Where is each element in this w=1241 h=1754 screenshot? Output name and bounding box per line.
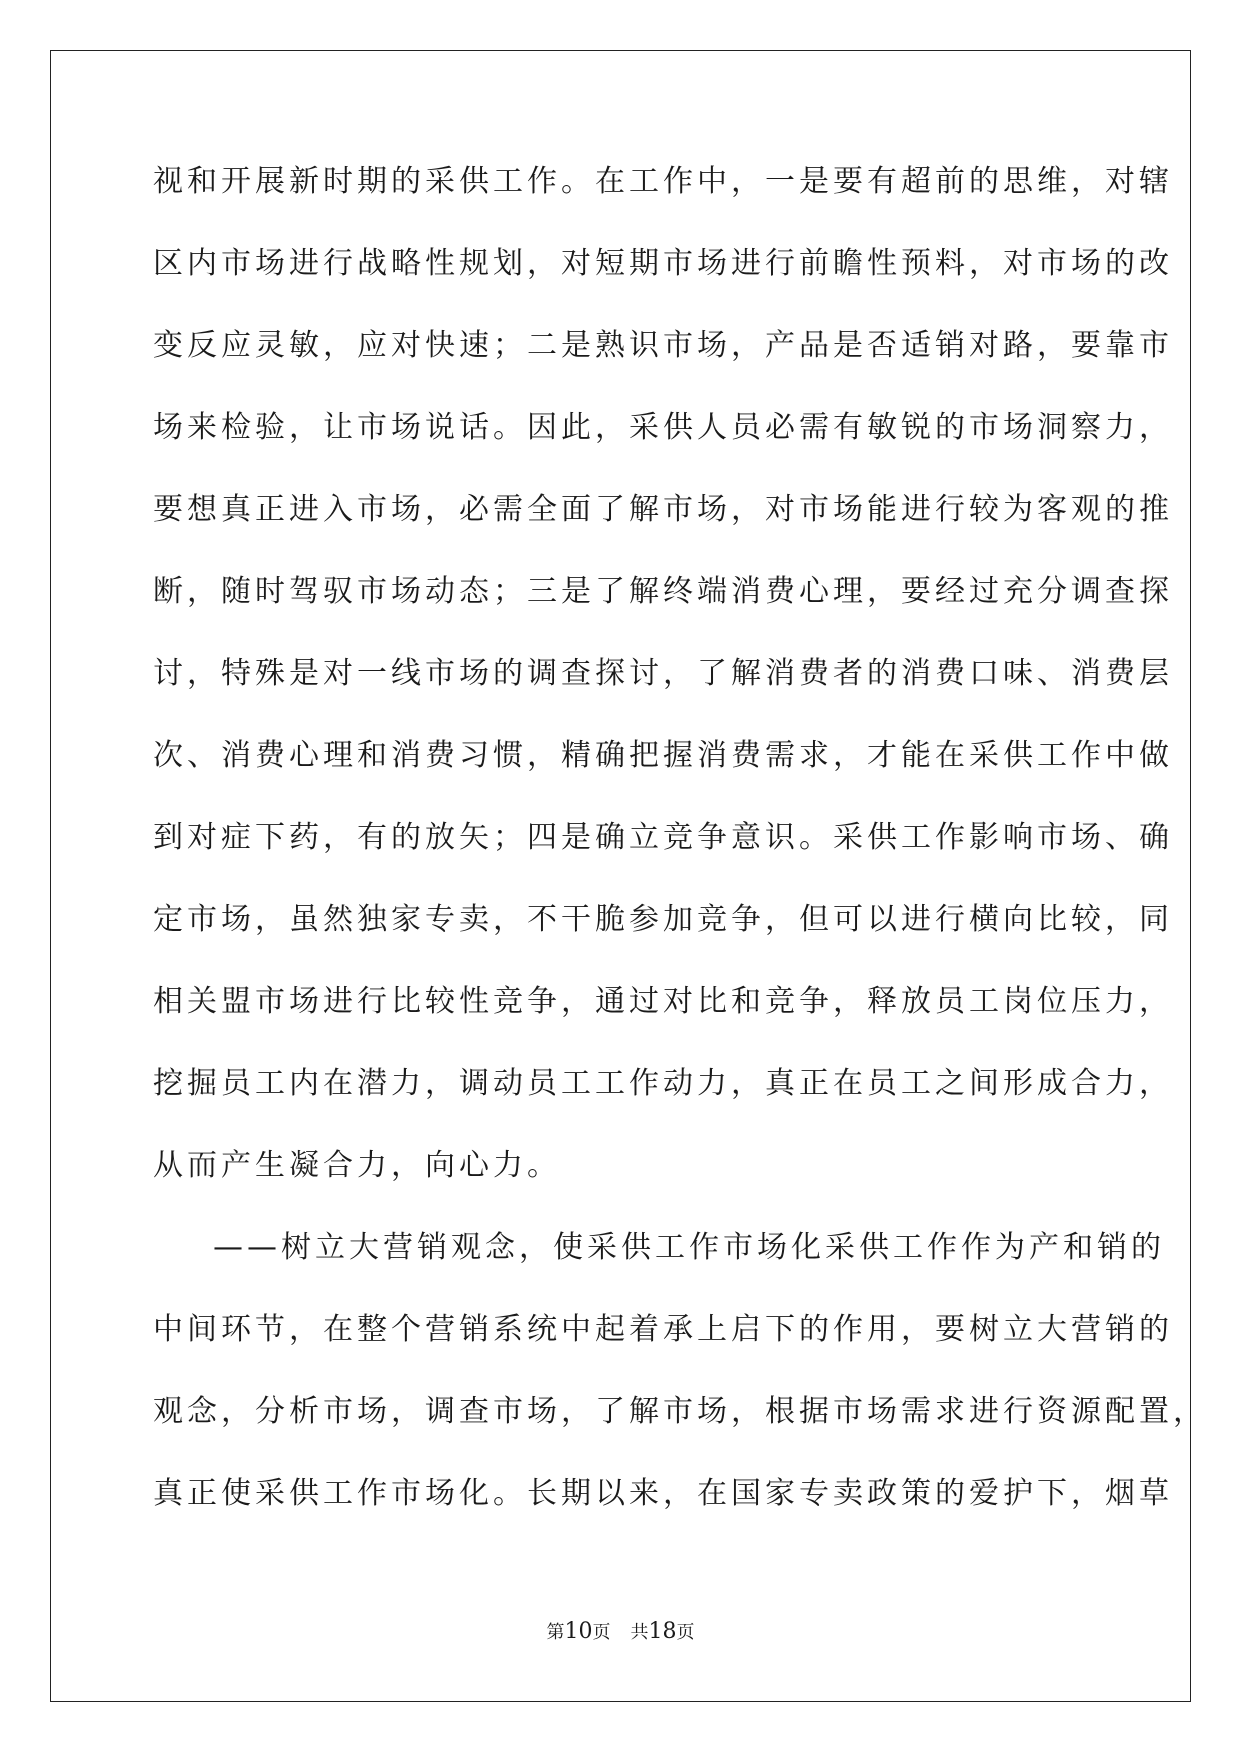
text-line: 到对症下药，有的放矢；四是确立竞争意识。采供工作影响市场、确: [153, 820, 1173, 855]
text-line: 变反应灵敏，应对快速；二是熟识市场，产品是否适销对路，要靠市: [153, 328, 1173, 363]
document-body: [153, 164, 1207, 1559]
page-suffix: 页: [592, 1622, 611, 1643]
text-line: 挖掘员工内在潜力，调动员工工作动力，真正在员工之间形成合力，: [153, 1066, 1173, 1101]
text-line: 观念，分析市场，调查市场，了解市场，根据市场需求进行资源配置，: [153, 1394, 1207, 1429]
text-line: 断，随时驾驭市场动态；三是了解终端消费心理，要经过充分调查探: [153, 574, 1173, 609]
total-pages: 18: [648, 1619, 677, 1644]
text-line: 次、消费心理和消费习惯，精确把握消费需求，才能在采供工作中做: [153, 738, 1173, 773]
page-footer: [0, 1618, 1241, 1644]
text-line: 相关盟市场进行比较性竞争，通过对比和竞争，释放员工岗位压力，: [153, 984, 1173, 1019]
text-line: 中间环节，在整个营销系统中起着承上启下的作用，要树立大营销的: [153, 1312, 1173, 1347]
text-line: 定市场，虽然独家专卖，不干脆参加竞争，但可以进行横向比较，同: [153, 902, 1173, 937]
paragraph-first-line: ——树立大营销观念，使采供工作市场化采供工作作为产和销的: [213, 1230, 1165, 1265]
text-line: 区内市场进行战略性规划，对短期市场进行前瞻性预料，对市场的改: [153, 246, 1173, 281]
text-line: 讨，特殊是对一线市场的调查探讨，了解消费者的消费口味、消费层: [153, 656, 1173, 691]
text-line: 视和开展新时期的采供工作。在工作中，一是要有超前的思维，对辖: [153, 164, 1173, 199]
text-line: 真正使采供工作市场化。长期以来，在国家专卖政策的爱护下，烟草: [153, 1476, 1173, 1511]
page-prefix: 第: [546, 1622, 565, 1643]
total-prefix: 共: [630, 1622, 649, 1643]
total-suffix: 页: [676, 1622, 695, 1643]
page-number: 10: [564, 1619, 593, 1644]
text-line: 要想真正进入市场，必需全面了解市场，对市场能进行较为客观的推: [153, 492, 1173, 527]
text-line: 从而产生凝合力，向心力。: [153, 1148, 561, 1183]
text-line: 场来检验，让市场说话。因此，采供人员必需有敏锐的市场洞察力，: [153, 410, 1173, 445]
